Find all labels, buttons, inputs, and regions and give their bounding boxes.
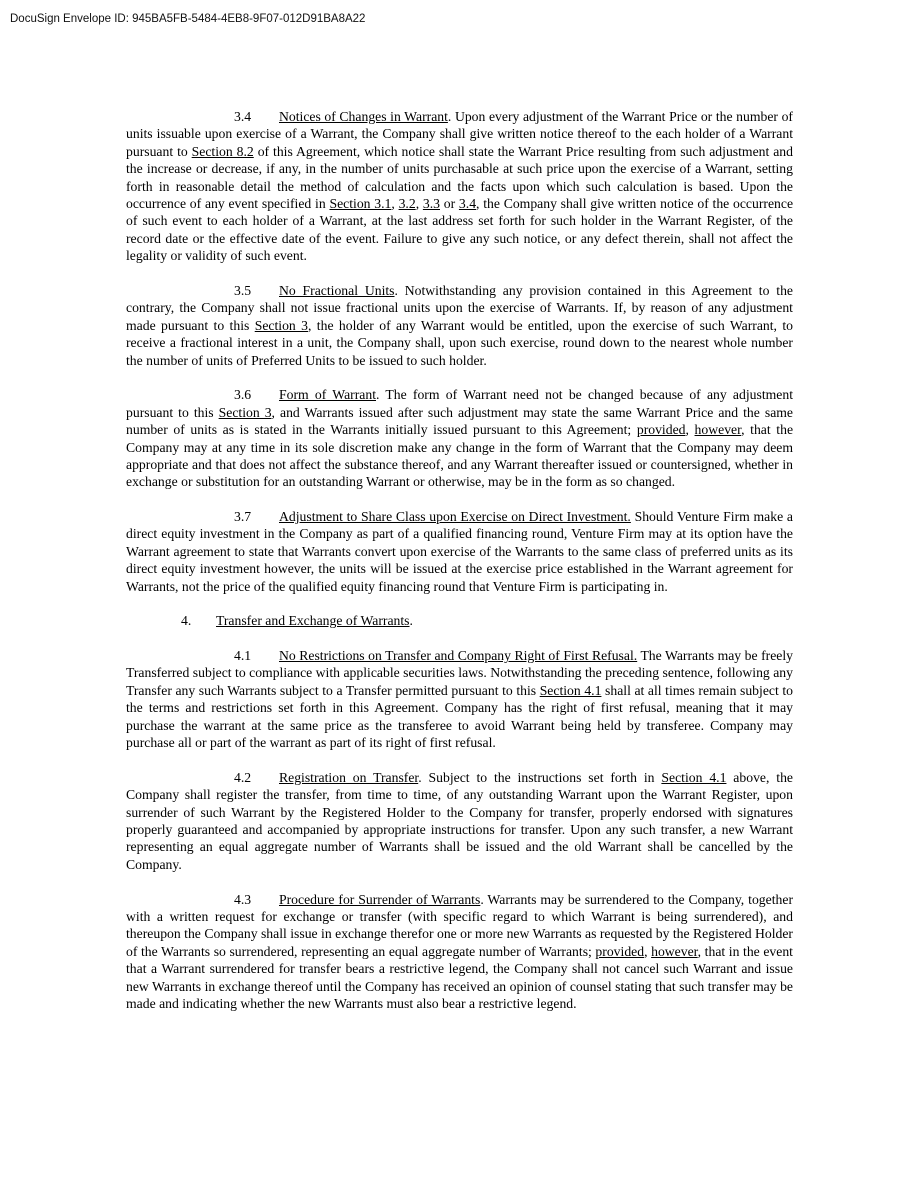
body-text: of this Agreement, which notice shall state the Warrant Price resulting from such adjustment and the increase or decrease, if any, in the number of units purchasable at such price upon the exercise of a Warrant, setting forth in reasonable detail the method of calculation and the facts upon which such calculation is based. Upon the occurrence of any event specified in <box>126 143 793 212</box>
body-text: The Warrants may be freely Transferred subject to compliance with applicable securities laws. Notwithstanding the preceding sentence, following any Transfer any such Warrants subject to a Transfer permitted pursuant to this <box>126 648 793 698</box>
section-number: 4.1 <box>234 648 252 664</box>
cross-reference: however <box>694 422 742 438</box>
cross-reference: 3.2 <box>398 196 416 212</box>
section-4-2 <box>126 769 793 873</box>
section-title: Form of Warrant <box>279 387 376 403</box>
document-body <box>126 108 793 1030</box>
docusign-envelope-id: DocuSign Envelope ID: 945BA5FB-5484-4EB8-9F07-012D91BA8A22 <box>10 13 366 25</box>
section-heading-4 <box>126 612 793 629</box>
body-text: . Notwithstanding any provision contained in this Agreement to the contrary, the Company shall not issue fractional units upon the exercise of Warrants. If, by reason of any adjustment made pursuant to this <box>126 282 793 333</box>
section-title: No Fractional Units <box>279 282 395 298</box>
body-text: , <box>644 943 652 959</box>
section-title: Transfer and Exchange of Warrants <box>216 613 410 629</box>
section-3-5 <box>126 282 793 369</box>
section-number: 4.2 <box>234 769 252 785</box>
body-text: above, the Company shall register the transfer, from time to time, of any outstanding Warrant upon the Warrant Register, upon surrender of such Warrant by the Registered Holder to the Company for transfer, properly endorsed with signatures properly guaranteed and accompanied by appropriate instructions for transfer. Upon any such transfer, a new Warrant representing an equal aggregate number of Warrants shall be issued and the old Warrant shall be cancelled by the Company. <box>126 769 794 872</box>
body-text: , that the Company may at any time in its sole discretion make any change in the form of Warrant that the Company may deem appropriate and that does not affect the substance thereof, and any Warrant thereafter issued or countersigned, whether in exchange or substitution for an outstanding Warrant or otherwise, may be in the form as so changed. <box>126 422 794 490</box>
section-title: Registration on Transfer <box>279 769 419 785</box>
body-text: . <box>409 613 413 629</box>
section-number: 3.4 <box>234 109 252 124</box>
cross-reference: provided <box>636 422 686 438</box>
cross-reference: Section 3 <box>218 404 272 420</box>
section-number: 3.6 <box>234 387 252 403</box>
section-4-3 <box>126 891 793 1013</box>
section-number: 3.5 <box>234 282 252 298</box>
body-text: . Warrants may be surrendered to the Company, together with a written request for exchange or transfer (with specific regard to which Warrant is being surrendered), and thereupon the Company shall issue in exchange therefor one or more new Warrants as requested by the Registered Holder of the Warrants so surrendered, representing an equal aggregate number of Warrants; <box>126 891 793 959</box>
cross-reference: Section 4.1 <box>539 682 602 698</box>
section-title: Procedure for Surrender of Warrants <box>279 891 481 907</box>
cross-reference: Section 3 <box>254 317 308 333</box>
body-text: Should Venture Firm make a direct equity investment in the Company as part of a qualified financing round, Venture Firm may at its option have the Warrant agreement to state that Warrants convert upon exercise of the Warrants to the same class of preferred units as its direct equity investment however, the units will be issued at the exercise price established in the Warrant agreement for Warrants, not the price of the qualified equity financing round that Venture Firm is participating in. <box>126 509 793 594</box>
cross-reference: Section 3.1 <box>329 196 392 212</box>
section-number: 3.7 <box>234 509 252 525</box>
section-title: No Restrictions on Transfer and Company Right of First Refusal. <box>279 648 638 664</box>
body-text: , the Company shall give written notice of the occurrence of such event to each holder of a Warrant, at the last address set forth for such holder in the Warrant Register, of the record date or the effective date of the event. Failure to give any such notice, or any defect therein, shall not affect the legality or validity of such event. <box>126 196 794 264</box>
cross-reference: 3.4 <box>458 196 477 212</box>
body-text: . Upon every adjustment of the Warrant Price or the number of units issuable upon exercise of a Warrant, the Company shall give written notice thereof to the each holder of a Warrant pursuant to <box>126 109 793 159</box>
cross-reference: Section 8.2 <box>191 143 254 159</box>
body-text: or <box>439 196 459 212</box>
body-text: , <box>685 422 695 438</box>
body-text: , and Warrants issued after such adjustment may state the same Warrant Price and the same number of units as is stated in the Warrants initially issued pursuant to this Agreement; <box>126 404 793 438</box>
cross-reference: 3.3 <box>422 196 440 212</box>
section-3-4 <box>126 108 793 265</box>
section-title: Notices of Changes in Warrant <box>279 109 448 124</box>
body-text: , <box>391 196 399 212</box>
section-3-6 <box>126 386 793 490</box>
section-title: Adjustment to Share Class upon Exercise on Direct Investment. <box>279 509 631 525</box>
body-text: , <box>415 196 423 212</box>
body-text: . Subject to the instructions set forth in <box>418 769 662 785</box>
section-3-7 <box>126 508 793 595</box>
section-4-1 <box>126 647 793 751</box>
cross-reference: provided <box>595 943 645 959</box>
body-text: . The form of Warrant need not be changed because of any adjustment pursuant to this <box>126 387 793 420</box>
body-text: shall at all times remain subject to the terms and restrictions set forth in this Agreement. Company has the right of first refusal, meaning that it may purchase the warrant at the same price as the transferee to avoid Warrant being held by transferee. Company may purchase all or part of the warrant as part of its right of first refusal. <box>126 682 794 751</box>
section-number: 4.3 <box>234 891 252 907</box>
cross-reference: however <box>651 943 698 959</box>
cross-reference: Section 4.1 <box>661 769 727 785</box>
body-text: , that in the event that a Warrant surrendered for transfer bears a restrictive legend, the Company shall not cancel such Warrant and issue new Warrants in exchange thereof until the Company has received an opinion of counsel stating that such transfer may be made and indicating whether the new Warrants must also bear a restrictive legend. <box>126 943 793 1011</box>
section-number: 4. <box>181 613 192 629</box>
body-text: , the holder of any Warrant would be entitled, upon the exercise of such Warrant, to receive a fractional interest in a unit, the Company shall, upon such exercise, round down to the nearest whole number the number of units of Preferred Units to be issued to such holder. <box>126 317 793 368</box>
